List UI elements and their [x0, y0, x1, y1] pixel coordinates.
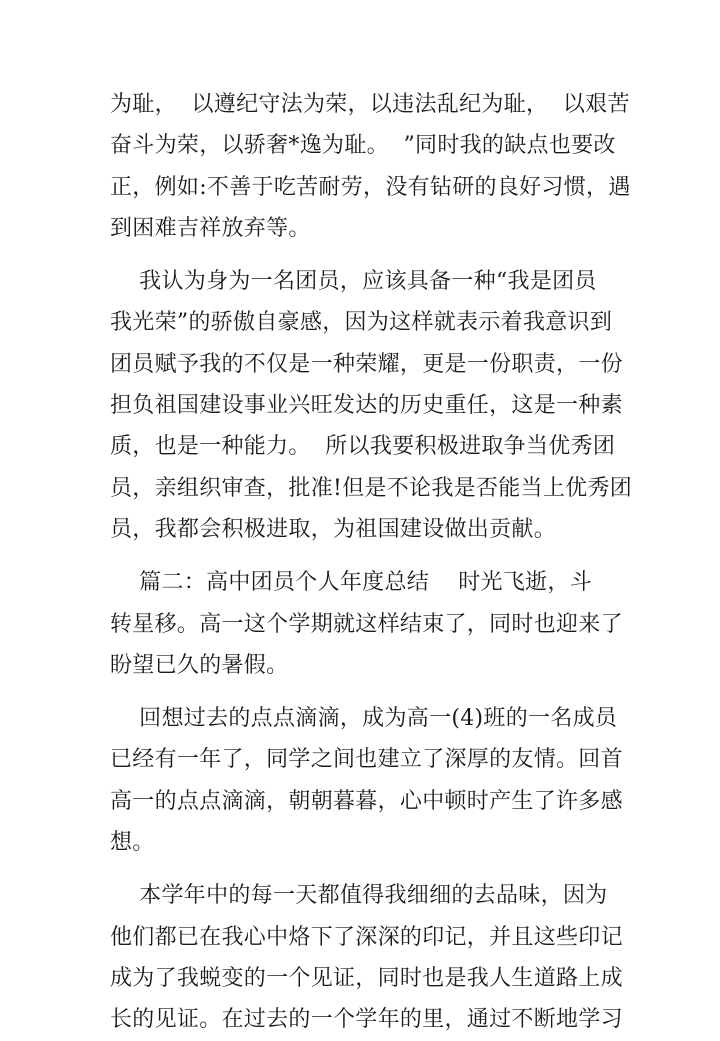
text-line: 本学年中的每一天都值得我细细的去品味，因为: [110, 883, 608, 909]
text-line: 担负祖国建设事业兴旺发达的历史重任，这是一种素: [110, 393, 623, 419]
text-line: 员，我都会积极进取，为祖国建设做出贡献。: [110, 516, 557, 542]
text-line: 回想过去的点点滴滴，成为高一(4)班的一名成员: [110, 706, 618, 732]
text-line: 长的见证。在过去的一个学年的里，通过不断地学习: [110, 1007, 623, 1033]
text-line: 我认为身为一名团员，应该具备一种“我是团员: [110, 269, 597, 295]
text-line: 奋斗为荣，以骄奢*逸为耻。 ”同时我的缺点也要改: [110, 133, 616, 159]
text-line: 我光荣”的骄傲自豪感，因为这样就表示着我意识到: [110, 310, 613, 336]
text-line: 为耻， 以遵纪守法为荣，以违法乱纪为耻， 以艰苦: [110, 92, 630, 117]
text-line: 已经有一年了，同学之间也建立了深厚的友情。回首: [110, 747, 623, 773]
text-line: 转星移。高一这个学期就这样结束了，同时也迎来了: [110, 611, 623, 637]
text-line: 盼望已久的暑假。: [110, 652, 289, 678]
text-line: 正，例如:不善于吃苦耐劳，没有钻研的良好习惯，遇: [110, 174, 631, 200]
text-line: 他们都已在我心中烙下了深深的印记，并且这些印记: [110, 924, 623, 950]
paragraph: [110, 875, 623, 1040]
paragraph: [110, 562, 623, 686]
text-line: 成为了我蜕变的一个见证，同时也是我人生道路上成: [110, 965, 623, 991]
paragraph: [110, 84, 631, 249]
document-body: [110, 84, 633, 1041]
text-line: 到困难吉祥放弃等。: [110, 215, 311, 241]
text-line: 团员赋予我的不仅是一种荣耀，更是一份职责，一份: [110, 351, 623, 377]
text-line: 高一的点点滴滴，朝朝暮暮，心中顿时产生了许多感: [110, 788, 623, 814]
paragraph: [110, 261, 633, 550]
paragraph: [110, 698, 623, 863]
text-line: 员，亲组织审查，批准!但是不论我是否能当上优秀团: [110, 475, 633, 501]
text-line: 质，也是一种能力。 所以我要积极进取争当优秀团: [110, 434, 616, 460]
text-line: 想。: [110, 830, 155, 856]
text-line: 篇二：高中团员个人年度总结 时光飞逝，斗: [110, 570, 593, 596]
